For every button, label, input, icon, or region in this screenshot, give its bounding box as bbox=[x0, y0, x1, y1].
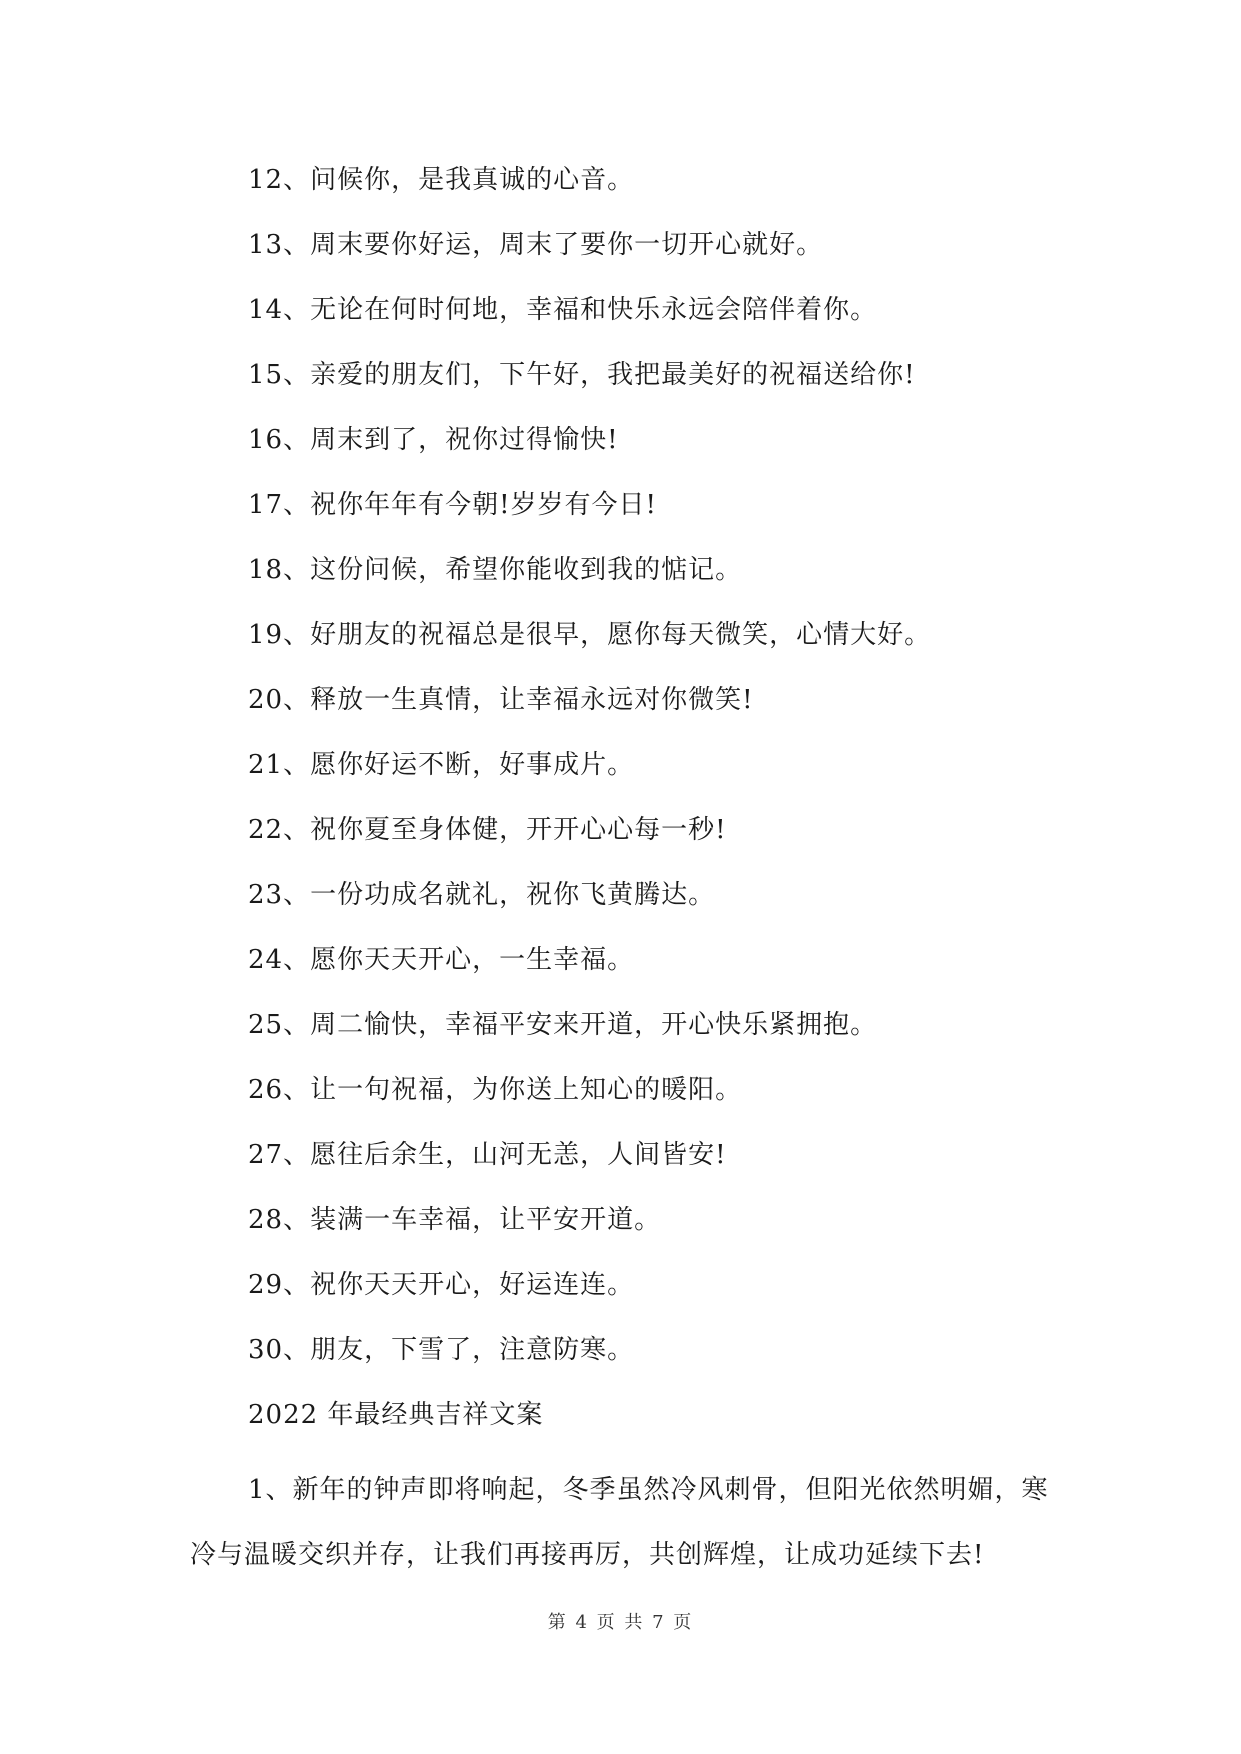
list-item: 30、朋友，下雪了，注意防寒。 bbox=[248, 1335, 635, 1365]
list-item: 12、问候你，是我真诚的心音。 bbox=[248, 165, 635, 195]
list-item: 22、祝你夏至身体健，开开心心每一秒! bbox=[248, 815, 727, 845]
greeting-list bbox=[248, 160, 931, 1395]
list-item: 13、周末要你好运，周末了要你一切开心就好。 bbox=[248, 230, 824, 260]
page-number: 第 4 页 共 7 页 bbox=[547, 1612, 694, 1633]
list-item: 14、无论在何时何地，幸福和快乐永远会陪伴着你。 bbox=[248, 295, 878, 325]
list-item: 26、让一句祝福，为你送上知心的暖阳。 bbox=[248, 1075, 743, 1105]
list-item: 25、周二愉快，幸福平安来开道，开心快乐紧拥抱。 bbox=[248, 1010, 878, 1040]
list-item: 17、祝你年年有今朝!岁岁有今日! bbox=[248, 490, 657, 520]
list-item: 29、祝你天天开心，好运连连。 bbox=[248, 1270, 635, 1300]
list-item: 28、装满一车幸福，让平安开道。 bbox=[248, 1205, 662, 1235]
list-item: 15、亲爱的朋友们，下午好，我把最美好的祝福送给你! bbox=[248, 360, 916, 390]
list-item: 24、愿你天天开心，一生幸福。 bbox=[248, 945, 635, 975]
list-item: 19、好朋友的祝福总是很早，愿你每天微笑，心情大好。 bbox=[248, 620, 932, 650]
section-heading: 2022 年最经典吉祥文案 bbox=[248, 1400, 544, 1430]
list-item: 27、愿往后余生，山河无恙，人间皆安! bbox=[248, 1140, 727, 1170]
list-item: 23、一份功成名就礼，祝你飞黄腾达。 bbox=[248, 880, 716, 910]
list-item: 20、释放一生真情，让幸福永远对你微笑! bbox=[248, 685, 754, 715]
list-item: 21、愿你好运不断，好事成片。 bbox=[248, 750, 635, 780]
list-item: 16、周末到了，祝你过得愉快! bbox=[248, 425, 619, 455]
list-item: 18、这份问候，希望你能收到我的惦记。 bbox=[248, 555, 743, 585]
section-paragraph: 1、新年的钟声即将响起，冬季虽然冷风刺骨，但阳光依然明媚，寒冷与温暖交织并存，让我们再接再厉，共创辉煌，让成功延续下去! bbox=[190, 1475, 1049, 1570]
